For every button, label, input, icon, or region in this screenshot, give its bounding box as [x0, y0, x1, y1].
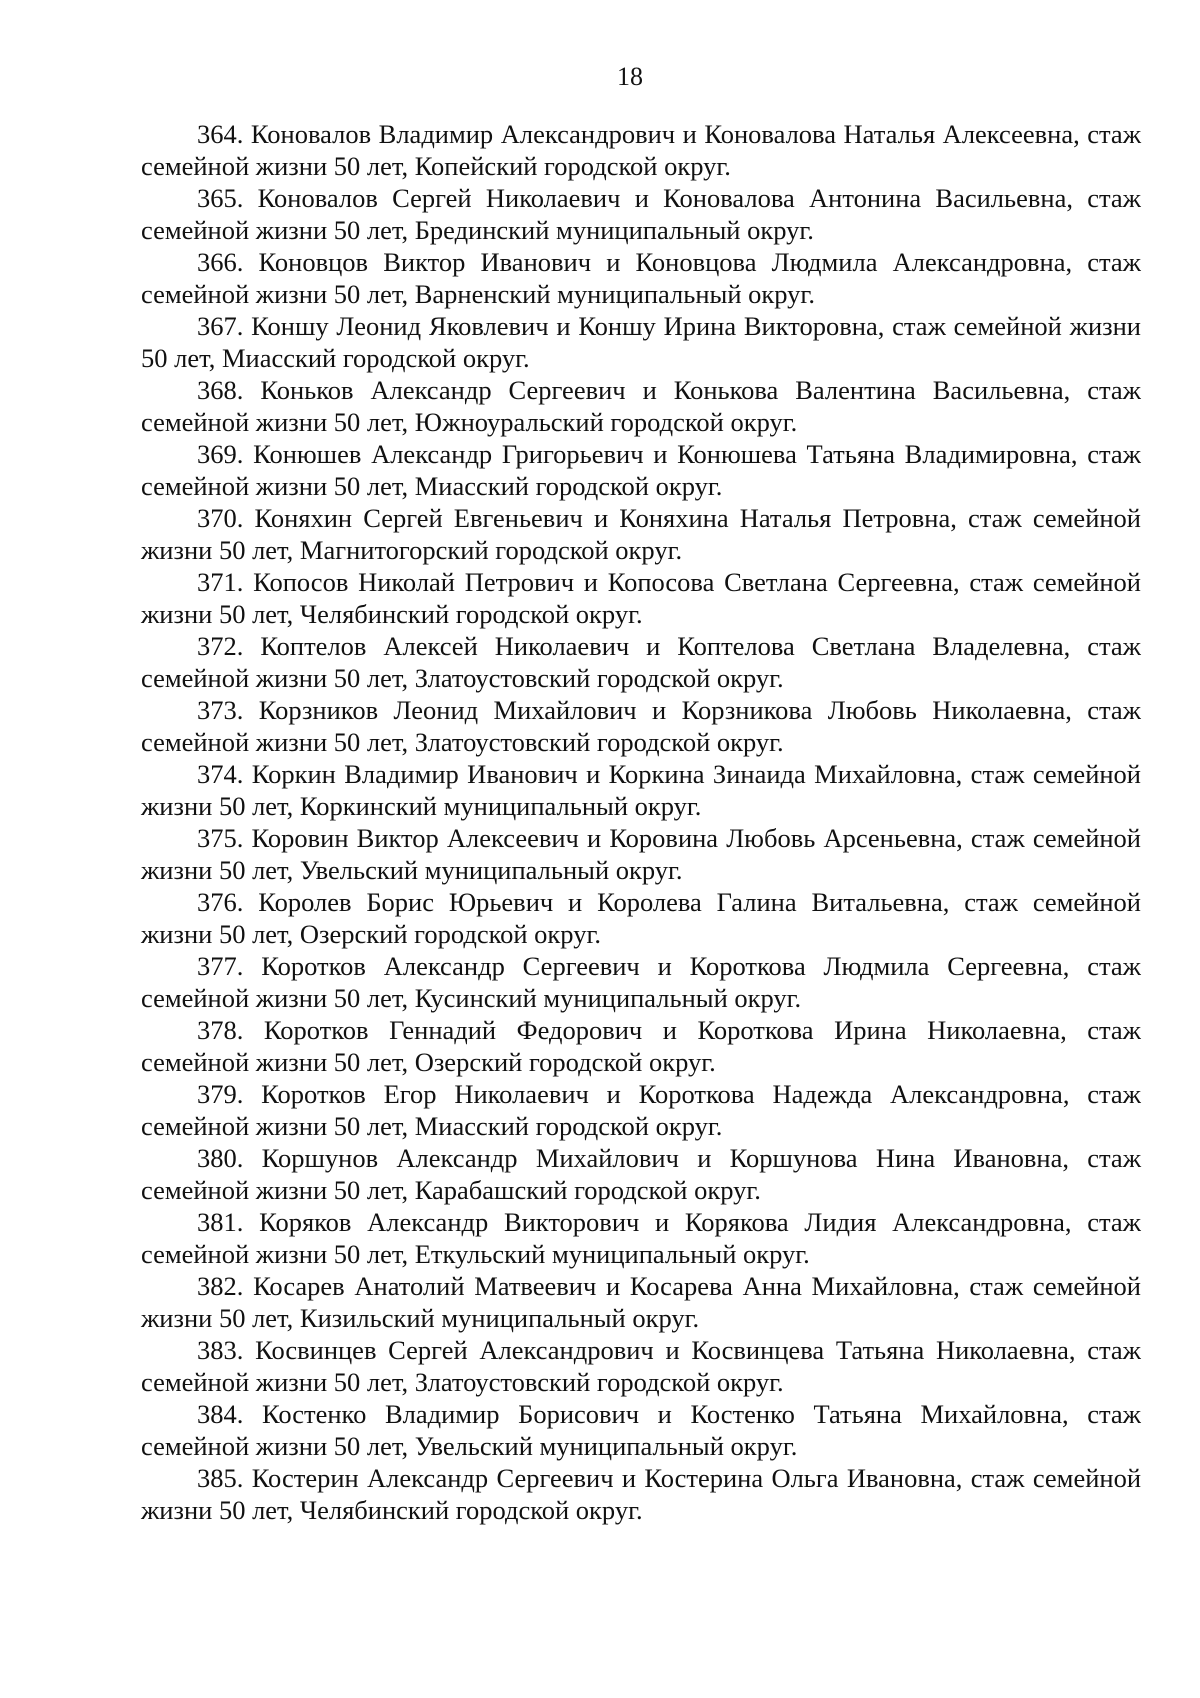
- list-item: 366. Коновцов Виктор Иванович и Коновцова Людмила Александровна, стаж семейной жизни 50 лет, Варненский муниципальный округ.: [141, 247, 1141, 309]
- list-item: 384. Костенко Владимир Борисович и Костенко Татьяна Михайловна, стаж семейной жизни 50 лет, Увельский муниципальный округ.: [141, 1399, 1141, 1461]
- list-item: 375. Коровин Виктор Алексеевич и Коровина Любовь Арсеньевна, стаж семейной жизни 50 лет, Увельский муниципальный округ.: [141, 823, 1141, 885]
- list-item: 378. Коротков Геннадий Федорович и Короткова Ирина Николаевна, стаж семейной жизни 50 лет, Озерский городской округ.: [141, 1015, 1141, 1077]
- list-item: 383. Косвинцев Сергей Александрович и Косвинцева Татьяна Николаевна, стаж семейной жизни 50 лет, Златоустовский городской округ.: [141, 1335, 1141, 1397]
- list-item: 369. Конюшев Александр Григорьевич и Конюшева Татьяна Владимировна, стаж семейной жизни 50 лет, Миасский городской округ.: [141, 439, 1141, 501]
- list-item: 376. Королев Борис Юрьевич и Королева Галина Витальевна, стаж семейной жизни 50 лет, Озерский городской округ.: [141, 887, 1141, 949]
- page-number: 18: [617, 62, 643, 91]
- entry-list: [141, 118, 1141, 1526]
- list-item: 372. Коптелов Алексей Николаевич и Коптелова Светлана Владелевна, стаж семейной жизни 50 лет, Златоустовский городской округ.: [141, 631, 1141, 693]
- list-item: 374. Коркин Владимир Иванович и Коркина Зинаида Михайловна, стаж семейной жизни 50 лет, Коркинский муниципальный округ.: [141, 759, 1141, 821]
- list-item: 370. Коняхин Сергей Евгеньевич и Коняхина Наталья Петровна, стаж семейной жизни 50 лет, Магнитогорский городской округ.: [141, 503, 1141, 565]
- list-item: 380. Коршунов Александр Михайлович и Коршунова Нина Ивановна, стаж семейной жизни 50 лет, Карабашский городской округ.: [141, 1143, 1141, 1205]
- list-item: 365. Коновалов Сергей Николаевич и Коновалова Антонина Васильевна, стаж семейной жизни 50 лет, Брединский муниципальный округ.: [141, 183, 1141, 245]
- list-item: 382. Косарев Анатолий Матвеевич и Косарева Анна Михайловна, стаж семейной жизни 50 лет, Кизильский муниципальный округ.: [141, 1271, 1141, 1333]
- list-item: 367. Коншу Леонид Яковлевич и Коншу Ирина Викторовна, стаж семейной жизни 50 лет, Миасский городской округ.: [141, 311, 1141, 373]
- list-item: 364. Коновалов Владимир Александрович и Коновалова Наталья Алексеевна, стаж семейной жизни 50 лет, Копейский городской округ.: [141, 119, 1141, 181]
- list-item: 371. Копосов Николай Петрович и Копосова Светлана Сергеевна, стаж семейной жизни 50 лет, Челябинский городской округ.: [141, 567, 1141, 629]
- list-item: 381. Коряков Александр Викторович и Корякова Лидия Александровна, стаж семейной жизни 50 лет, Еткульский муниципальный округ.: [141, 1207, 1141, 1269]
- list-item: 385. Костерин Александр Сергеевич и Костерина Ольга Ивановна, стаж семейной жизни 50 лет, Челябинский городской округ.: [141, 1463, 1141, 1525]
- list-item: 368. Коньков Александр Сергеевич и Конькова Валентина Васильевна, стаж семейной жизни 50 лет, Южноуральский городской округ.: [141, 375, 1141, 437]
- list-item: 373. Корзников Леонид Михайлович и Корзникова Любовь Николаевна, стаж семейной жизни 50 лет, Златоустовский городской округ.: [141, 695, 1141, 757]
- list-item: 379. Коротков Егор Николаевич и Короткова Надежда Александровна, стаж семейной жизни 50 лет, Миасский городской округ.: [141, 1079, 1141, 1141]
- list-item: 377. Коротков Александр Сергеевич и Короткова Людмила Сергеевна, стаж семейной жизни 50 лет, Кусинский муниципальный округ.: [141, 951, 1141, 1013]
